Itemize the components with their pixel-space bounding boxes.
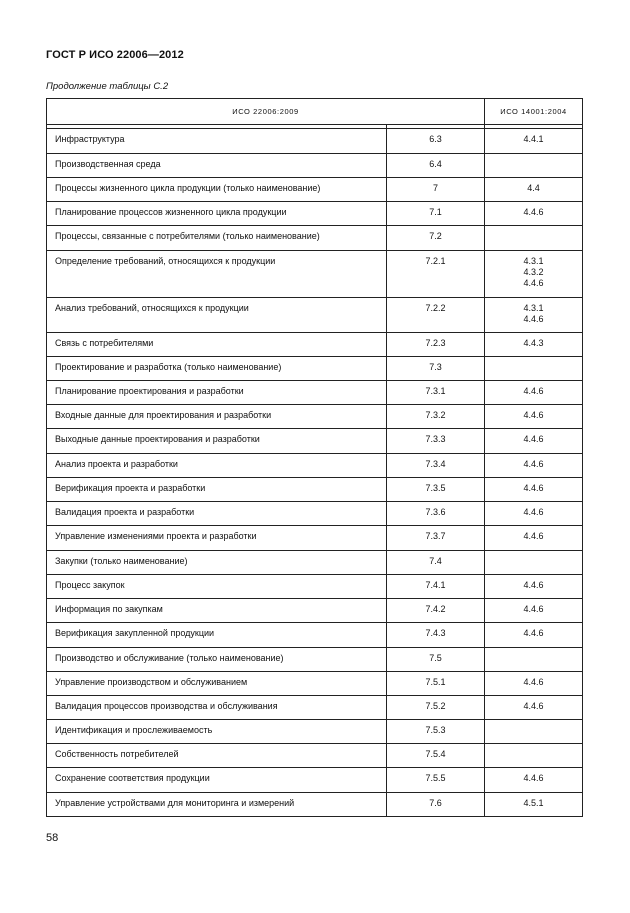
requirement-description: Валидация проекта и разработки [47, 502, 387, 526]
requirement-description: Связь с потребителями [47, 333, 387, 357]
table-row [47, 154, 583, 178]
iso-22006-clause: 7.2.1 [387, 251, 485, 298]
iso-14001-clause: 4.4.6 [523, 314, 544, 324]
iso-14001-clauses [485, 333, 583, 357]
table-row [47, 551, 583, 575]
requirement-description: Верификация проекта и разработки [47, 478, 387, 502]
iso-22006-clause: 6.3 [387, 129, 485, 154]
table-row [47, 599, 583, 623]
iso-14001-clauses [485, 298, 583, 333]
table-row [47, 720, 583, 744]
iso-14001-clause: 4.3.1 [523, 303, 544, 313]
iso-14001-clauses [485, 575, 583, 599]
iso-14001-clause: 4.4.6 [523, 278, 544, 288]
requirement-description: Выходные данные проектирования и разработки [47, 429, 387, 454]
iso-14001-clauses [485, 454, 583, 478]
iso-14001-clauses [485, 226, 583, 251]
iso-22006-clause: 7.4.2 [387, 599, 485, 623]
iso-22006-clause: 7.1 [387, 202, 485, 226]
iso-14001-clause: 4.4.6 [523, 701, 544, 711]
iso-14001-clauses [485, 381, 583, 405]
page-number: 58 [46, 832, 59, 844]
table-body [47, 129, 583, 817]
requirement-description: Верификация закупленной продукции [47, 623, 387, 648]
table-row [47, 672, 583, 696]
requirement-description: Управление производством и обслуживанием [47, 672, 387, 696]
iso-14001-clauses [485, 429, 583, 454]
iso-22006-clause: 7.5.1 [387, 672, 485, 696]
iso-22006-clause: 7 [387, 178, 485, 202]
iso-14001-clause: 4.4 [527, 183, 540, 193]
table-row [47, 381, 583, 405]
iso-22006-clause: 7.2.3 [387, 333, 485, 357]
table-row [47, 429, 583, 454]
requirement-description: Производство и обслуживание (только наименование) [47, 648, 387, 672]
iso-22006-clause: 7.4.1 [387, 575, 485, 599]
requirement-description: Анализ проекта и разработки [47, 454, 387, 478]
iso-22006-clause: 7.5.2 [387, 696, 485, 720]
iso-14001-clause: 4.4.3 [523, 338, 544, 348]
iso-14001-clause: 4.4.6 [523, 207, 544, 217]
iso-14001-clause: 4.4.1 [523, 134, 544, 144]
iso-14001-clause: 4.4.6 [523, 604, 544, 614]
requirement-description: Информация по закупкам [47, 599, 387, 623]
table-row [47, 648, 583, 672]
iso-14001-clause: 4.4.6 [523, 580, 544, 590]
iso-14001-clauses [485, 744, 583, 768]
table-row [47, 623, 583, 648]
requirement-description: Входные данные для проектирования и разработки [47, 405, 387, 429]
iso-14001-clauses [485, 623, 583, 648]
requirement-description: Закупки (только наименование) [47, 551, 387, 575]
table-row [47, 405, 583, 429]
iso-22006-clause: 7.3.2 [387, 405, 485, 429]
table-row [47, 696, 583, 720]
table-row [47, 333, 583, 357]
iso-14001-clause: 4.3.2 [523, 267, 544, 277]
iso-14001-clauses [485, 202, 583, 226]
requirement-description: Процесс закупок [47, 575, 387, 599]
table-row [47, 251, 583, 298]
iso-14001-clauses [485, 357, 583, 381]
table-row [47, 526, 583, 551]
iso-14001-clauses [485, 178, 583, 202]
iso-22006-clause: 7.4.3 [387, 623, 485, 648]
iso-14001-clauses [485, 768, 583, 793]
iso-22006-column-header: ИСО 22006:2009 [47, 99, 485, 125]
iso-14001-clause: 4.4.6 [523, 459, 544, 469]
requirement-description: Процессы, связанные с потребителями (только наименование) [47, 226, 387, 251]
iso-22006-clause: 6.4 [387, 154, 485, 178]
iso-22006-clause: 7.5.5 [387, 768, 485, 793]
iso-14001-clauses [485, 672, 583, 696]
document-header: ГОСТ Р ИСО 22006—2012 [46, 49, 184, 61]
requirement-description: Инфраструктура [47, 129, 387, 154]
iso-14001-clauses [485, 154, 583, 178]
table-row [47, 178, 583, 202]
requirement-description: Валидация процессов производства и обслуживания [47, 696, 387, 720]
iso-22006-clause: 7.3.1 [387, 381, 485, 405]
iso-14001-clauses [485, 478, 583, 502]
iso-22006-clause: 7.6 [387, 793, 485, 817]
iso-14001-clause: 4.3.1 [523, 256, 544, 266]
iso-22006-clause: 7.4 [387, 551, 485, 575]
iso-14001-clauses [485, 502, 583, 526]
table-row [47, 202, 583, 226]
table-row [47, 575, 583, 599]
iso-14001-clause: 4.4.6 [523, 386, 544, 396]
table-row [47, 478, 583, 502]
iso-14001-clause: 4.4.6 [523, 628, 544, 638]
requirement-description: Анализ требований, относящихся к продукции [47, 298, 387, 333]
iso-22006-clause: 7.2.2 [387, 298, 485, 333]
requirement-description: Определение требований, относящихся к продукции [47, 251, 387, 298]
iso-14001-clause: 4.4.6 [523, 483, 544, 493]
iso-22006-clause: 7.3.6 [387, 502, 485, 526]
iso-14001-clause: 4.4.6 [523, 507, 544, 517]
correspondence-table [46, 98, 583, 817]
table-row [47, 502, 583, 526]
iso-14001-clauses [485, 129, 583, 154]
table-row [47, 357, 583, 381]
iso-22006-clause: 7.3.4 [387, 454, 485, 478]
iso-22006-clause: 7.5.3 [387, 720, 485, 744]
iso-14001-column-header: ИСО 14001:2004 [485, 99, 583, 125]
iso-14001-clauses [485, 648, 583, 672]
requirement-description: Сохранение соответствия продукции [47, 768, 387, 793]
iso-14001-clauses [485, 405, 583, 429]
iso-14001-clauses [485, 793, 583, 817]
iso-22006-clause: 7.2 [387, 226, 485, 251]
iso-14001-clauses [485, 599, 583, 623]
iso-14001-clause: 4.4.6 [523, 531, 544, 541]
requirement-description: Управление изменениями проекта и разработки [47, 526, 387, 551]
table-row [47, 129, 583, 154]
iso-14001-clauses [485, 696, 583, 720]
iso-14001-clauses [485, 551, 583, 575]
table-row [47, 454, 583, 478]
iso-22006-clause: 7.3.7 [387, 526, 485, 551]
table-row [47, 768, 583, 793]
table-header [47, 99, 583, 129]
table-row [47, 744, 583, 768]
iso-14001-clause: 4.4.6 [523, 773, 544, 783]
requirement-description: Процессы жизненного цикла продукции (только наименование) [47, 178, 387, 202]
iso-22006-clause: 7.5.4 [387, 744, 485, 768]
iso-14001-clauses [485, 526, 583, 551]
table-row [47, 226, 583, 251]
table-row [47, 298, 583, 333]
iso-14001-clause: 4.4.6 [523, 677, 544, 687]
requirement-description: Идентификация и прослеживаемость [47, 720, 387, 744]
iso-22006-clause: 7.3 [387, 357, 485, 381]
iso-22006-clause: 7.5 [387, 648, 485, 672]
iso-14001-clause: 4.5.1 [523, 798, 544, 808]
requirement-description: Управление устройствами для мониторинга и измерений [47, 793, 387, 817]
requirement-description: Собственность потребителей [47, 744, 387, 768]
iso-14001-clause: 4.4.6 [523, 410, 544, 420]
table-row [47, 793, 583, 817]
requirement-description: Планирование процессов жизненного цикла продукции [47, 202, 387, 226]
iso-14001-clause: 4.4.6 [523, 434, 544, 444]
iso-22006-clause: 7.3.5 [387, 478, 485, 502]
iso-14001-clauses [485, 251, 583, 298]
requirement-description: Проектирование и разработка (только наименование) [47, 357, 387, 381]
table-caption: Продолжение таблицы С.2 [46, 81, 169, 92]
requirement-description: Планирование проектирования и разработки [47, 381, 387, 405]
requirement-description: Производственная среда [47, 154, 387, 178]
iso-22006-clause: 7.3.3 [387, 429, 485, 454]
iso-14001-clauses [485, 720, 583, 744]
